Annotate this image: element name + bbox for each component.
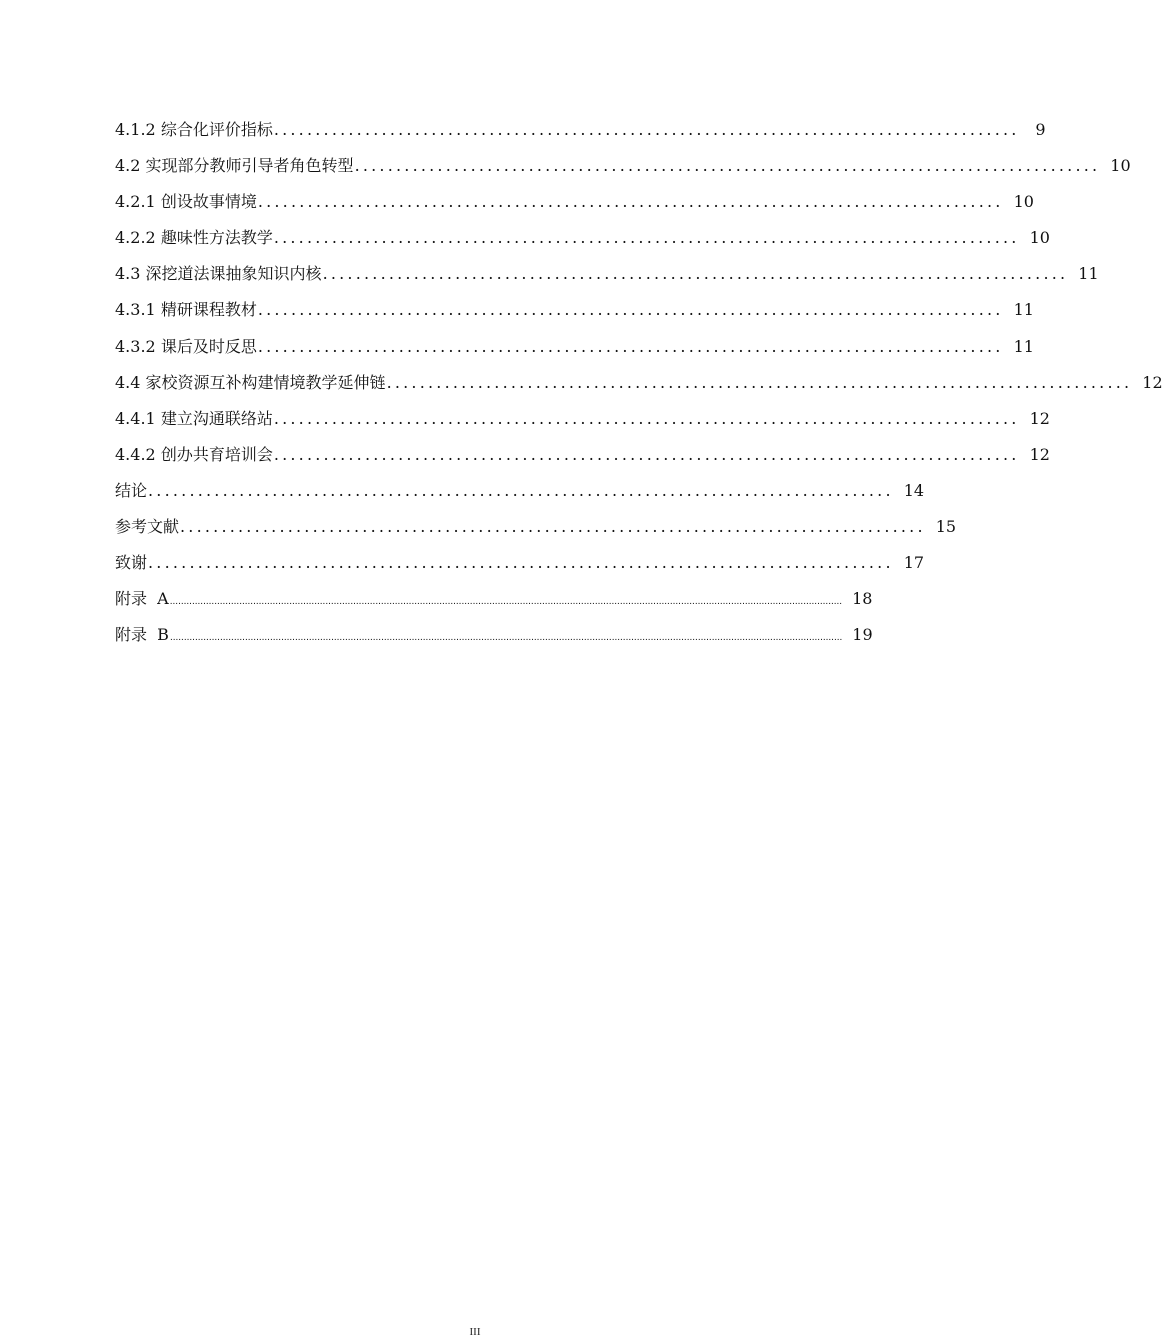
- toc-entry-page: 10: [1013, 192, 1034, 212]
- toc-entry-title: [115, 116, 273, 144]
- toc-entry[interactable]: [115, 152, 1131, 188]
- toc-entry-label: 精研课程教材: [160, 300, 257, 320]
- dot-leader: ..........................................................................................: [273, 408, 1020, 428]
- toc-entry[interactable]: [115, 296, 1034, 332]
- toc-entry-page: 17: [903, 553, 925, 573]
- toc-entry[interactable]: [115, 369, 1163, 405]
- dot-leader: ..........................................................................................: [273, 120, 1020, 139]
- toc-entry-title: [115, 188, 257, 216]
- dot-leader: ..........................................................................................: [273, 228, 1020, 248]
- toc-entry-label: 趣味性方法教学: [160, 228, 273, 248]
- toc-entry-label: 创设故事情境: [160, 192, 257, 212]
- toc-entry-page: 11: [1013, 300, 1034, 320]
- toc-entry-page: 9: [1035, 120, 1046, 139]
- toc-entry[interactable]: [115, 477, 925, 513]
- toc-entry-number: 4.3.2: [115, 336, 156, 356]
- toc-entry[interactable]: [115, 405, 1050, 441]
- toc-entry-label: 家校资源互补构建情境教学延伸链: [145, 372, 386, 392]
- toc-entry-label: 课后及时反思: [160, 336, 257, 356]
- toc-entry-page: 11: [1078, 264, 1099, 284]
- toc-entry-page: 12: [1029, 444, 1050, 464]
- toc-entry[interactable]: [115, 260, 1099, 296]
- page-number: III: [469, 1326, 481, 1338]
- toc-entry[interactable]: [115, 441, 1050, 477]
- toc-entry-title: 附录 B: [115, 625, 169, 645]
- toc-entry[interactable]: [115, 224, 1050, 260]
- toc-entry[interactable]: [115, 549, 925, 585]
- toc-entry-page: 11: [1013, 336, 1034, 356]
- toc-entry-page: 19: [852, 625, 873, 645]
- toc-entry-label: 深挖道法课抽象知识内核: [145, 264, 322, 284]
- toc-entry-number: 4.4.2: [115, 444, 156, 464]
- toc-entry-page: 12: [1142, 372, 1163, 392]
- toc-entry-number: 4.3.1: [115, 300, 156, 320]
- table-of-contents: [115, 116, 1163, 657]
- toc-entry-page: 15: [935, 517, 957, 537]
- toc-entry-title: 附录 A: [115, 589, 169, 609]
- dot-leader: ..................................................................................................................................................................................................................................................: [169, 632, 843, 644]
- toc-entry-page: 12: [1029, 408, 1050, 428]
- dot-leader: ..........................................................................................: [322, 264, 1069, 284]
- toc-entry-number: 4.2.2: [115, 228, 156, 248]
- toc-entry-number: 4.2.1: [115, 192, 156, 212]
- toc-entry-title: 结论: [115, 480, 148, 500]
- toc-entry-page: 14: [903, 480, 925, 500]
- dot-leader: ..........................................................................................: [148, 480, 894, 500]
- toc-entry-number: 4.4.1: [115, 408, 156, 428]
- toc-entry-title: 致谢: [115, 553, 148, 573]
- toc-entry-title: [115, 405, 273, 433]
- toc-entry-title: [115, 224, 273, 252]
- toc-entry-title: [115, 369, 386, 397]
- toc-entry-title: [115, 333, 257, 361]
- dot-leader: ..........................................................................................: [257, 336, 1004, 356]
- dot-leader: ..................................................................................................................................................................................................................................................: [169, 596, 843, 608]
- dot-leader: ..........................................................................................: [257, 192, 1004, 212]
- dot-leader: ..........................................................................................: [148, 553, 894, 573]
- dot-leader: ..........................................................................................: [273, 444, 1020, 464]
- toc-entry[interactable]: [115, 188, 1034, 224]
- toc-entry-number: 4.3: [115, 264, 141, 284]
- toc-entry-page: 10: [1110, 156, 1131, 176]
- toc-entry[interactable]: [115, 116, 1046, 152]
- toc-entry[interactable]: [115, 513, 957, 549]
- dot-leader: ..........................................................................................: [257, 300, 1004, 320]
- toc-entry[interactable]: [115, 585, 873, 621]
- toc-entry-title: [115, 441, 273, 469]
- toc-entry-number: 4.1.2: [115, 120, 156, 139]
- dot-leader: ..........................................................................................: [354, 156, 1101, 176]
- toc-entry-label: 创办共育培训会: [160, 444, 273, 464]
- toc-entry-label: 实现部分教师引导者角色转型: [145, 156, 354, 176]
- toc-entry-number: 4.2: [115, 156, 141, 176]
- toc-entry[interactable]: [115, 333, 1034, 369]
- toc-entry-label: 综合化评价指标: [160, 120, 273, 139]
- toc-entry-title: [115, 152, 354, 180]
- toc-entry-title: 参考文献: [115, 517, 180, 537]
- dot-leader: ..........................................................................................: [180, 517, 926, 537]
- dot-leader: ..........................................................................................: [386, 372, 1133, 392]
- toc-entry-page: 18: [852, 589, 873, 609]
- toc-entry-number: 4.4: [115, 372, 141, 392]
- toc-entry-label: 建立沟通联络站: [160, 408, 273, 428]
- toc-entry-title: [115, 260, 322, 288]
- toc-entry-page: 10: [1029, 228, 1050, 248]
- toc-entry-title: [115, 296, 257, 324]
- toc-entry[interactable]: [115, 621, 873, 657]
